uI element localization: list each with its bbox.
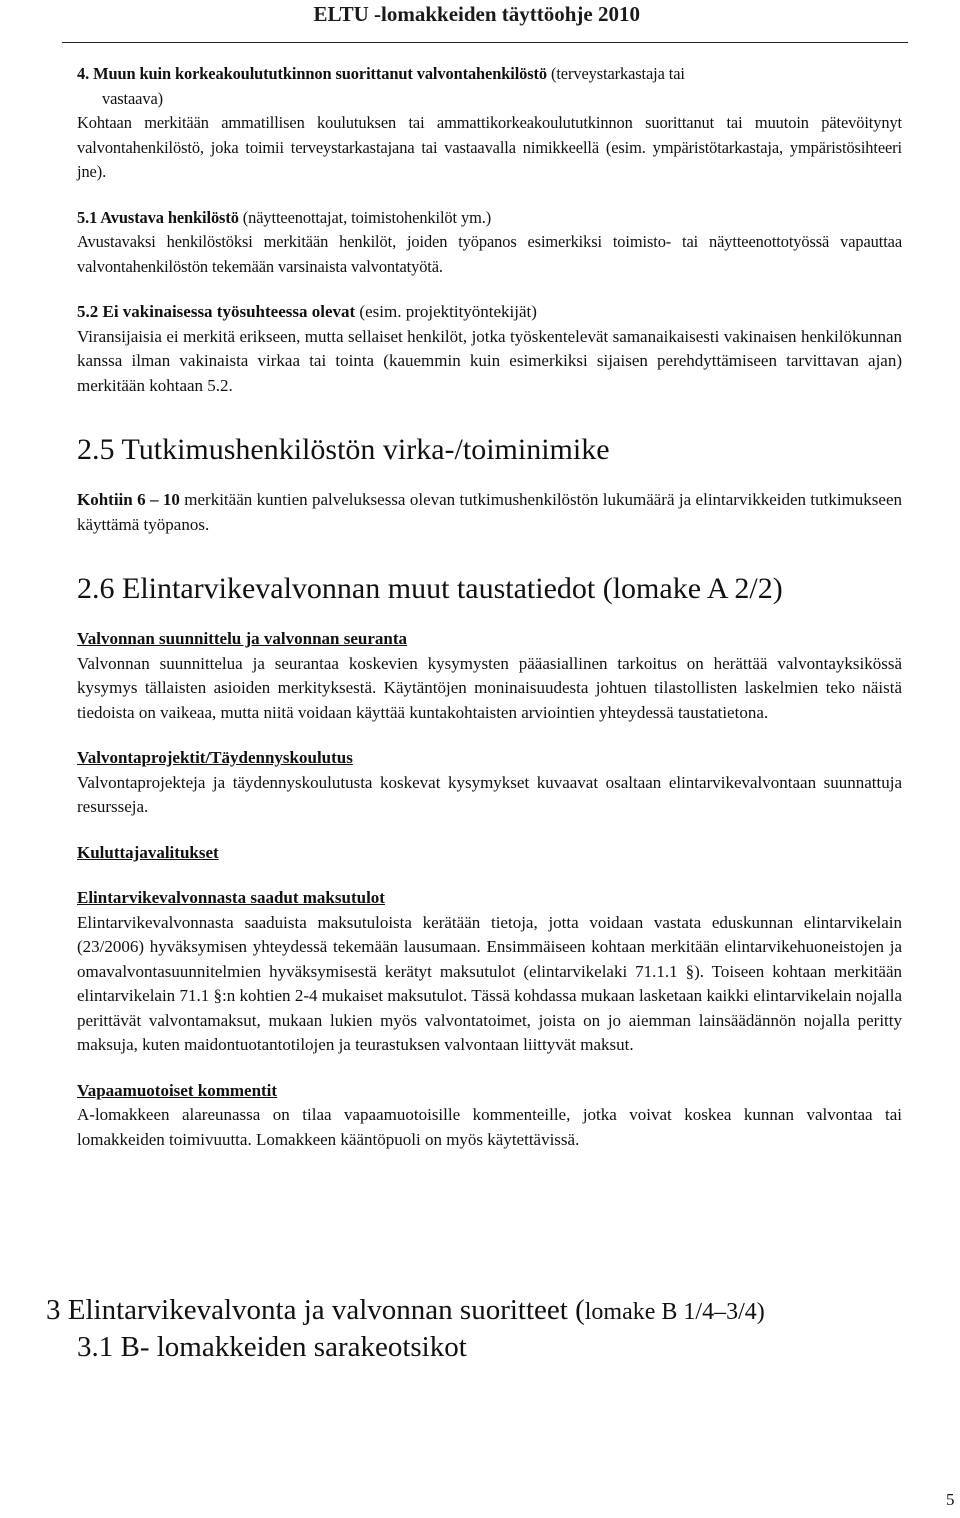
item-5-2-block <box>77 300 902 398</box>
page-number: 5 <box>946 1490 955 1509</box>
section-2-5-body-rest: merkitään kuntien palveluksessa olevan tutkimushenkilöstön lukumäärä ja elintarvikkeiden tutkimukseen käyttämä työpanos. <box>77 490 902 534</box>
sub-projects-heading: Valvontaprojektit/Täydennyskoulutus <box>77 748 353 767</box>
item-5-1-block <box>77 206 902 280</box>
item-4-label: 4. Muun kuin korkeakoulututkinnon suorittanut valvontahenkilöstö <box>77 64 547 83</box>
section-2-5-title: 2.5 Tutkimushenkilöstön virka-/toiminimike <box>77 433 610 466</box>
section-2-6-title: 2.6 Elintarvikevalvonnan muut taustatiedot (lomake A 2/2) <box>77 572 783 605</box>
sub-projects-block <box>77 746 902 820</box>
sub-fees-block <box>77 886 902 1058</box>
sub-planning-heading: Valvonnan suunnittelu ja valvonnan seuranta <box>77 629 408 648</box>
sub-complaints-block <box>77 841 902 866</box>
chapter-3-title-main: 3 Elintarvikevalvonta ja valvonnan suoritteet ( <box>46 1294 585 1326</box>
item-5-2-label: 5.2 Ei vakinaisessa työsuhteessa olevat <box>77 302 356 321</box>
document-body <box>77 62 902 1173</box>
item-4-body: Kohtaan merkitään ammatillisen koulutuksen tai ammattikorkeakoulututkinnon suorittanut tai muutoin pätevöitynyt valvontahenkilöstö, joka toimii terveystarkastajana tai vastaavalla nimikkeellä (esim. ympäristötarkastaja, ympäristösihteeri jne). <box>77 113 902 181</box>
item-4-label-line2: vastaava) <box>102 88 163 108</box>
sub-comments-block <box>77 1079 902 1153</box>
sub-projects-body: Valvontaprojekteja ja täydennyskoulutusta koskevat kysymykset kuvaavat osaltaan elintarvikevalvontaan suunnattuja resursseja. <box>77 772 902 816</box>
section-2-5-body <box>77 488 902 537</box>
item-4-label-rest: (terveystarkastaja tai <box>547 64 685 83</box>
sub-fees-body: Elintarvikevalvonnasta saaduista maksutuloista kerätään tietoja, jotta voidaan vastata eduskunnan elintarvikelain (23/2006) hyväksymisen yhteydessä tekemään lausumaan. Ensimmäiseen kohtaan merkitään elintarvikehuoneistojen ja omavalvontasuunnitelmien hyväksymisestä kerätyt maksutulot (elintarvikelaki 71.1.1 §). Toiseen kohtaan merkitään elintarvikelain 71.1 §:n kohtien 2-4 mukaiset maksutulot. Tässä kohdassa mukaan lasketaan kaikki elintarvikelain nojalla perittävät valvontamaksut, mukaan lukien myös valvontatoimet, joista on jo aiemman lainsäädännön nojalla peritty maksuja, kuten maidontuotantotilojen ja teurastuksen valvontaan liittyvät maksut. <box>77 912 902 1054</box>
item-5-1-label-rest: (näytteenottajat, toimistohenkilöt ym.) <box>238 207 492 227</box>
sub-comments-heading: Vapaamuotoiset kommentit <box>77 1080 278 1100</box>
item-5-2-body: Viransijaisia ei merkitä erikseen, mutta sellaiset henkilöt, jotka työskentelevät samanaikaisesti vakinaisen henkilökunnan kanssa ilman vakinaista virkaa tai tointa (kauemmin kuin esimerkiksi sijaisen perehdyttämiseen tarvittavan ajan) merkitään kohtaan 5.2. <box>77 326 902 395</box>
item-4-block <box>77 62 902 185</box>
item-5-2-label-rest: (esim. projektityöntekijät) <box>355 302 537 321</box>
item-5-1-body: Avustavaksi henkilöstöksi merkitään henkilöt, joiden työpanos esimerkiksi toimisto- tai näytteenottotyössä vapauttaa valvontahenkilöstön tekemään varsinaista valvontatyötä. <box>77 232 902 276</box>
sub-planning-block <box>77 627 902 725</box>
sub-comments-body: A-lomakkeen alareunassa on tilaa vapaamuotoisille kommenteille, jotka voivat koskea kunnan valvontaa tai lomakkeiden toimivuutta. Lomakkeen kääntöpuoli on myös käytettävissä. <box>77 1105 902 1149</box>
sub-complaints-heading: Kuluttajavalitukset <box>77 842 219 862</box>
chapter-3-subtitle: 3.1 B- lomakkeiden sarakeotsikot <box>77 1331 467 1363</box>
chapter-3-title-small: lomake B 1/4–3/4) <box>584 1299 765 1325</box>
document-header-title: ELTU -lomakkeiden täyttöohje 2010 <box>313 2 640 26</box>
sub-planning-body: Valvonnan suunnittelua ja seurantaa koskevien kysymysten pääasiallinen tarkoitus on herättää valvontayksikössä kysymys tällaisten asioiden merkityksestä. Käytäntöjen moninaisuudesta johtuen tilastollisten laskelmien teko näistä tiedoista on vaikeaa, mutta niitä voidaan käyttää kuntakohtaisten arviointien yhteydessä taustatietona. <box>77 653 902 722</box>
item-5-1-label: 5.1 Avustava henkilöstö <box>77 207 239 227</box>
header-divider <box>62 42 908 43</box>
sub-fees-heading: Elintarvikevalvonnasta saadut maksutulot <box>77 888 385 907</box>
section-2-5-body-bold: Kohtiin 6 – 10 <box>77 490 180 509</box>
chapter-3-title <box>46 1292 765 1330</box>
